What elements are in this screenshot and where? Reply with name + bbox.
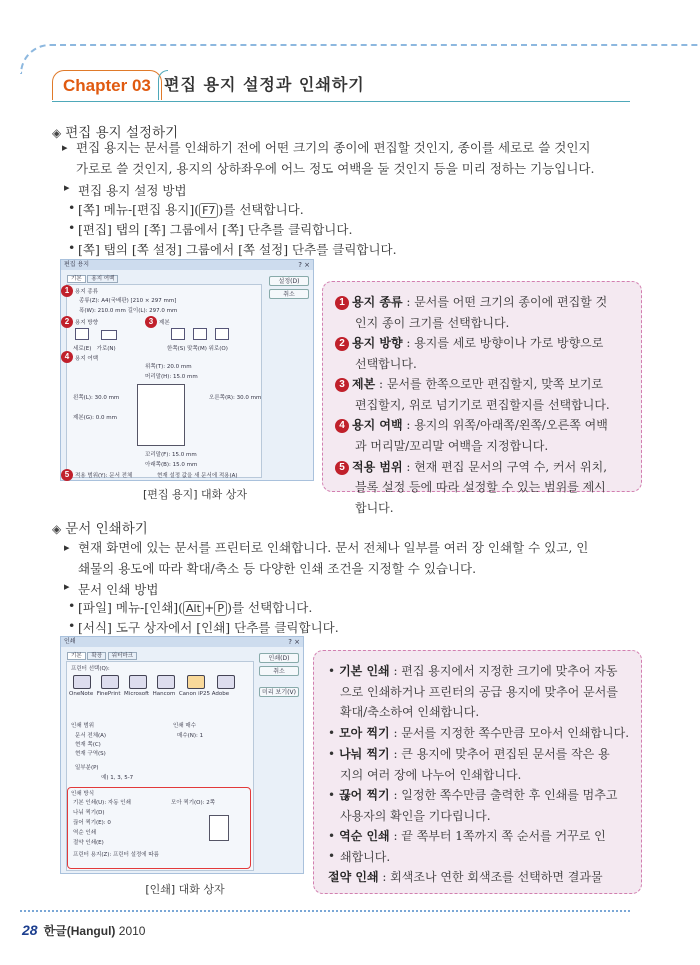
- marker-1: 1: [61, 285, 73, 297]
- intro-line: 쇄물의 용도에 따라 확대/축소 등 다양한 인쇄 조건을 지정할 수 있습니다.: [78, 561, 477, 576]
- range-section-radio[interactable]: 현재 구역(S): [75, 751, 106, 757]
- copies-field[interactable]: 매수(N): 1: [177, 733, 204, 739]
- printer-icon[interactable]: [217, 675, 235, 689]
- range-partial-radio[interactable]: 일부분(P): [75, 765, 99, 771]
- step-item: • [쪽] 탭의 [쪽 설정] 그룹에서 [쪽 설정] 단추를 클릭합니다.: [78, 240, 397, 258]
- footer-margin-field[interactable]: 꼬리말(F): 15.0 mm: [145, 452, 197, 458]
- step-item: • [파일] 메뉴-[인쇄]( Alt + P )를 선택합니다.: [78, 598, 312, 616]
- label-binding: 제본: [159, 320, 170, 326]
- printer-icon[interactable]: [73, 675, 91, 689]
- chapter-underline: [52, 101, 630, 102]
- note-item: 5 적용 범위 : 현재 편집 문서의 구역 수, 커서 위치, 블록 설정 등에 따라 설정할 수 있는 범위를 제시 합니다.: [335, 436, 607, 518]
- label-copies: 인쇄 매수: [173, 723, 197, 729]
- figure-caption: [편집 용지] 대화 상자: [142, 488, 248, 501]
- single-label: 한쪽(S): [167, 346, 186, 352]
- cancel-button[interactable]: 취소: [269, 289, 309, 299]
- note-item: • 기본 인쇄 : 편집 용지에서 지정한 크기에 맞추어 자동 으로 인쇄하거나 프린터의 공급 용지에 맞추어 문서를 확대/축소하여 인쇄합니다.: [328, 661, 618, 723]
- chapter-header: [52, 70, 630, 102]
- paper-select[interactable]: 프린터 용지(Z): 프린터 설정에 따름: [73, 852, 159, 858]
- figure-caption: [인쇄] 대화 상자: [145, 883, 225, 896]
- printer-icon[interactable]: [101, 675, 119, 689]
- facing-label: 맞쪽(M): [187, 346, 207, 352]
- section-intro: [62, 137, 646, 179]
- book-title: 한글(Hangul): [43, 924, 116, 938]
- key-f7: F7: [199, 203, 218, 218]
- key-alt: Alt: [183, 601, 204, 616]
- print-notes: [313, 650, 642, 894]
- reverse-print-checkbox[interactable]: 역순 인쇄: [73, 830, 97, 836]
- printer-icon[interactable]: [129, 675, 147, 689]
- label-margins: 용지 여백: [75, 356, 99, 362]
- marker-icon: 5: [335, 461, 349, 475]
- label-paper-type: 용지 종류: [75, 289, 99, 295]
- dialog-title: 편집 용지: [61, 260, 313, 270]
- preview-button[interactable]: 미리 보기(V): [259, 687, 299, 697]
- marker-icon: 1: [335, 296, 349, 310]
- header-margin-field[interactable]: 머리말(H): 15.0 mm: [145, 374, 198, 380]
- note-item: • 역순 인쇄 : 끝 쪽부터 1쪽까지 쪽 순서를 거꾸로 인 쇄합니다.: [328, 826, 606, 867]
- note-item: 1 용지 종류 : 문서를 어떤 크기의 종이에 편집할 것 인지 종이 크기를 선택합니다.: [335, 292, 607, 333]
- chapter-tag: Chapter 03: [52, 70, 162, 100]
- book-year: 2010: [118, 924, 146, 938]
- tab-watermark[interactable]: 워터마크: [108, 652, 137, 660]
- page-setup-dialog: [60, 259, 314, 481]
- right-margin-field[interactable]: 오른쪽(R): 30.0 mm: [209, 395, 262, 401]
- diamond-icon: ◈: [52, 126, 62, 140]
- close-icon[interactable]: ? ×: [288, 638, 300, 646]
- section-heading: [52, 517, 148, 537]
- tab-basic[interactable]: 기본: [67, 275, 86, 283]
- pause-print-checkbox[interactable]: 끊어 찍기(E): 0: [73, 820, 111, 826]
- collect-print-radio[interactable]: 모아 찍기(O): 2쪽: [171, 800, 216, 806]
- key-p: P: [214, 601, 227, 616]
- page-number: 28: [22, 922, 38, 938]
- printer-icon[interactable]: [157, 675, 175, 689]
- dialog-title: 인쇄: [61, 637, 303, 647]
- paper-size-select[interactable]: 종류(Z): A4(국배판) [210 × 297 mm]: [79, 298, 177, 304]
- landscape-icon[interactable]: [101, 330, 117, 340]
- label-print-method: 인쇄 방식: [71, 791, 95, 797]
- print-button[interactable]: 인쇄(D): [259, 653, 299, 663]
- page-setup-notes: [322, 281, 642, 515]
- note-item: • 모아 찍기 : 문서를 지정한 쪽수만큼 모아서 인쇄합니다.: [328, 723, 629, 744]
- cancel-button[interactable]: 취소: [259, 666, 299, 676]
- binding-margin-field[interactable]: 제본(G): 0.0 mm: [73, 415, 117, 421]
- page-footer: [22, 922, 145, 939]
- portrait-label: 세로(E): [73, 346, 92, 352]
- triangle-icon: ▸: [62, 141, 68, 154]
- printer-label: 프린터 선택(Q):: [71, 666, 110, 672]
- pages-hint: 예) 1, 3, 5-7: [101, 775, 134, 781]
- section-heading-text: 문서 인쇄하기: [65, 521, 148, 537]
- facing-icon[interactable]: [193, 328, 207, 340]
- flip-label: 위로(O): [208, 346, 228, 352]
- print-dialog: 인쇄 ? × 기본 확장 워터마크 인쇄(D) 취소 미리 보기(V) 프린터 선택(Q): OneNote FinePrint Microsoft Hancom Canon iP25 Adobe 인쇄 범위 문서 전체(A) 현재 쪽(C) 현재 구역(S) 일부분(P) 인쇄 매수 매수(N): 1 예) 1, 3, 5-7 인쇄 방식 기본 인쇄(U): 자동 인쇄 모아 찍기(O): 2쪽 나눠 찍기(D) 끊어 찍기(E): 0 역순 인쇄 절약 인쇄(E) 프린터 용지(Z): 프린터 설정에 따름: [60, 636, 304, 874]
- intro-line: ▸ 현재 화면에 있는 문서를 프린터로 인쇄합니다. 문서 전체나 일부를 여러 장 인쇄할 수 있고, 인: [78, 537, 648, 558]
- page-preview: [209, 815, 229, 841]
- single-side-icon[interactable]: [171, 328, 185, 340]
- label-orientation: 용지 방향: [75, 320, 99, 326]
- left-margin-field[interactable]: 왼쪽(L): 30.0 mm: [73, 395, 120, 401]
- note-item: 3 제본 : 문서를 한쪽으로만 편집할지, 맞쪽 보기로 편집할지, 위로 넘기기로 편집할지를 선택합니다.: [335, 374, 610, 415]
- apply-default-checkbox[interactable]: 현재 설정 값을 새 문서에 적용(A): [157, 473, 238, 479]
- triangle-icon: ▸: [64, 541, 70, 554]
- marker-2: 2: [61, 316, 73, 328]
- marker-4: 4: [61, 351, 73, 363]
- range-all-radio[interactable]: 문서 전체(A): [75, 733, 107, 739]
- intro-line: ▸ 편집 용지는 문서를 인쇄하기 전에 어떤 크기의 종이에 편집할 것인지, 종이를 세로로 쓸 것인지: [76, 137, 646, 158]
- flip-icon[interactable]: [215, 328, 229, 340]
- intro-line: 가로로 쓸 것인지, 용지의 상하좌우에 어느 정도 여백을 둘 것인지 등을 미리 정하는 기능입니다.: [76, 161, 595, 176]
- step-item: • [쪽] 메뉴-[편집 용지]( F7 )를 선택합니다.: [78, 200, 304, 218]
- step-item: • [서식] 도구 상자에서 [인쇄] 단추를 클릭합니다.: [78, 618, 339, 636]
- marker-icon: 3: [335, 378, 349, 392]
- note-item: • 절약 인쇄 : 회색조나 연한 회색조를 선택하면 결과물: [328, 846, 603, 887]
- chapter-title: 편집 용지 설정과 인쇄하기: [164, 75, 365, 94]
- note-item: 4 용지 여백 : 용지의 위쪽/아래쪽/왼쪽/오른쪽 여백 과 머리말/꼬리말 여백을 지정합니다.: [335, 415, 608, 456]
- marker-3: 3: [145, 316, 157, 328]
- step-item: • [편집] 탭의 [쪽] 그룹에서 [쪽] 단추를 클릭합니다.: [78, 220, 352, 238]
- split-print-radio[interactable]: 나눠 찍기(D): [73, 810, 105, 816]
- printer-icon[interactable]: [187, 675, 205, 689]
- close-icon[interactable]: ? ×: [298, 261, 310, 269]
- diamond-icon: ◈: [52, 522, 62, 536]
- note-item: 2 용지 방향 : 용지를 세로 방향이나 가로 방향으로 선택합니다.: [335, 333, 603, 374]
- save-print-checkbox[interactable]: 절약 인쇄(E): [73, 840, 104, 846]
- bottom-margin-field[interactable]: 아래쪽(B): 15.0 mm: [145, 462, 198, 468]
- apply-range-select[interactable]: 적용 범위(Y): 문서 전체: [75, 473, 133, 479]
- landscape-label: 가로(N): [96, 346, 116, 352]
- footer-divider: [20, 910, 630, 912]
- section-intro: [64, 537, 648, 579]
- note-item: • 나눠 찍기 : 큰 용지에 맞추어 편집된 문서를 작은 용 지의 여러 장에 나누어 인쇄합니다.: [328, 744, 610, 785]
- tab-margin[interactable]: 용지 여백: [87, 275, 118, 283]
- paper-width-field[interactable]: 폭(W): 210.0 mm 길이(L): 297.0 mm: [79, 308, 178, 314]
- range-current-radio[interactable]: 현재 쪽(C): [75, 742, 101, 748]
- label-print-range: 인쇄 범위: [71, 723, 95, 729]
- portrait-icon[interactable]: [75, 328, 89, 340]
- method-title: ▸ 편집 용지 설정 방법: [78, 181, 187, 199]
- page-preview: [137, 384, 185, 446]
- marker-5: 5: [61, 469, 73, 481]
- marker-icon: 2: [335, 337, 349, 351]
- section-heading-text: 편집 용지 설정하기: [65, 125, 179, 141]
- marker-icon: 4: [335, 419, 349, 433]
- top-margin-field[interactable]: 위쪽(T): 20.0 mm: [145, 364, 192, 370]
- tab-extended[interactable]: 확장: [87, 652, 106, 660]
- set-button[interactable]: 설정(D): [269, 276, 309, 286]
- method-title: ▸ 문서 인쇄 방법: [78, 580, 158, 598]
- basic-print-radio[interactable]: 기본 인쇄(U): 자동 인쇄: [73, 800, 131, 806]
- tab-basic[interactable]: 기본: [67, 652, 86, 660]
- note-item: • 끊어 찍기 : 일정한 쪽수만큼 출력한 후 인쇄를 멈추고 사용자의 확인을 기다립니다.: [328, 785, 617, 826]
